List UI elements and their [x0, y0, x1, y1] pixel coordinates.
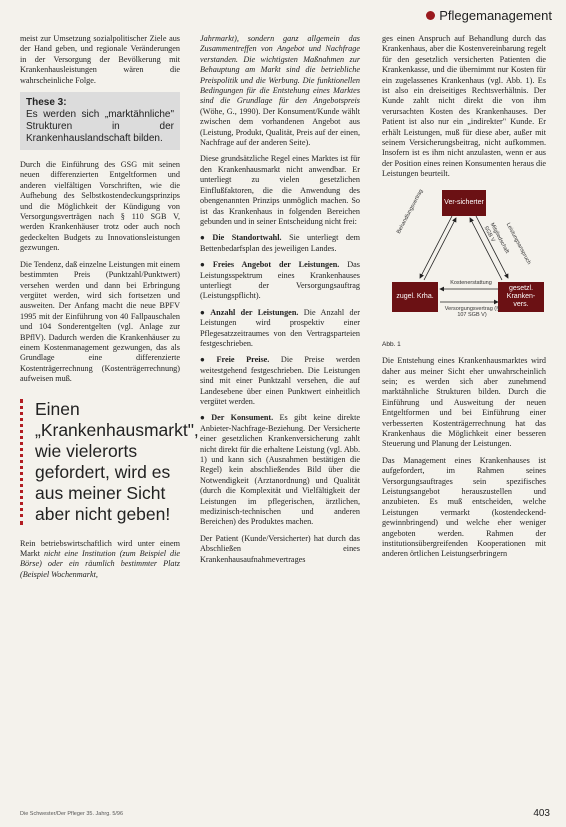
list-item [200, 355, 360, 407]
list-item-head: Freies Angebot der Leistungen. [212, 260, 340, 270]
diagram-label-supply-contract: Versorgungsvertrag (§ 107 SGB V) [444, 305, 500, 319]
relationship-diagram [382, 186, 546, 336]
bullet-icon: ● [200, 260, 211, 270]
bullet-icon: ● [200, 413, 210, 423]
column-1 [20, 34, 199, 586]
list-item-text: Es gibt keine direkte Anbieter-Nachfrage-Beziehung. Der Versicherte einer gesetzlichen Krankenversicherung zahlt nicht direkt für die erhaltene Leistung (vgl. Abb. 1) und kann sich (Ausnahmen bestätigen die Regel) kein abschließendes Bild über die Notwendigkeit (Arztanordnung) und Qualität (durch die Komplexität und Vielfältigkeit der Leistungen im pflegerischen, ärztlichen, medizinisch-technischen und anderen Bereichen) des Produktes machen. [200, 413, 361, 527]
list-item-text: Die Anzahl der Leistungen wird prospektiv einer Pflegesatzzeitraumes von den Vertragsparteien festgeschrieben. [200, 307, 360, 348]
list-item [200, 413, 360, 527]
bullet-icon: ● [200, 307, 209, 317]
paragraph: meist zur Umsetzung sozialpolitischer Ziele aus der Hand geben, und regionale Veränderungen in der Versorgung der Bevölkerung mit Krankenhausleistungen wären die wahrscheinliche Folge. [20, 34, 180, 85]
list-item-text: Sie unterliegt dem Bettenbedarfsplan des jeweiligen Landes. [200, 233, 361, 253]
paragraph: Die Tendenz, daß einzelne Leistungen mit einem bestimmten Preis (Punktzahl/Punktwert) versehen werden und dann bei Erbringung vergütet werden, wird sich fortsetzen und ausweiten. Der Anfang macht die neue BPFV 1995 mit der Einführung von 40 Fallpauschalen und 104 Sonderentgelten (vgl. Anlage zur BPflV). Dadurch werden die Krankenhäuser zu einem Kostenmanagement gezwungen, das als Grundlage eine differenzierte Kostenträgerrechnung (Kostenträgerrechnung) aufweisen muß. [20, 259, 181, 384]
paragraph-italic: nicht eine Institution (zum Beispiel die Börse) oder ein räumlich bestimmter Platz (Beispiel Wochenmarkt, [20, 548, 180, 579]
list-item-head: Freie Preise. [216, 355, 270, 365]
diagram-label-entitlement: Leistungsanspruch [504, 221, 532, 266]
list-item-head: Anzahl der Leistungen. [210, 307, 299, 317]
pull-quote: Einen „Krankenhausmarkt", wie vielerorts gefordert, wird es aus meiner Sicht aber nicht geben! [20, 399, 180, 525]
bullet-icon: ● [200, 355, 215, 365]
diagram-label-reimbursement: Kostenerstattung [450, 279, 492, 286]
paragraph [20, 539, 180, 581]
thesis-title: These 3: [26, 97, 67, 109]
figure-caption: Abb. 1 [382, 340, 401, 348]
bullet-icon: ● [200, 233, 211, 243]
paragraph-rest: (Wöhe, G., 1990). Der Konsument/Kunde wählt zwischen dem vorhandenen Angebot aus (Leistung, Produkt, Qualität, Preis auf der einen, Nachfrage auf der anderen Seite). [200, 106, 360, 148]
footer-source: Die Schwester/Der Pfleger 35. Jahrg. 5/96 [20, 811, 124, 817]
list-item [200, 308, 360, 350]
diagram-node-insured: Ver-sicherter [442, 190, 486, 216]
column-2 [200, 34, 360, 571]
diagram-node-insurer: gesetzl. Kranken-vers. [498, 282, 544, 312]
thesis-text: Es werden sich „marktähnliche" Strukturen in der Krankenhauslandschaft bilden. [26, 109, 174, 145]
thesis-box [20, 92, 180, 150]
list-item [200, 233, 360, 254]
paragraph: Durch die Einführung des GSG mit seinen neuen differenzierten Entgeltformen und anderen vielfältigen Vorschriften, wie die Aufhebung des Selbstkostendeckungsprinzips und die Möglichkeit der Kündigung von Versorgungsverträgen nach § 110 SGB V, werden Krankenhäuser trotz oder auch noch gedeckelten Budgets zu Innovationsleistungen gezwungen. [20, 160, 180, 253]
diagram-label-treatment-contract: Behandlungsvertrag [396, 188, 425, 235]
paragraph: Die Entstehung eines Krankenhausmarktes wird daher aus meiner Sicht eher unwahrscheinlich sein; es werden sich aber zunehmend marktähnliche Strukturen bilden. Durch die Einführung und Ausweitung der neuen Entgeltformen und bei Einführung einer verbesserten Kostenträgerrechnung hat das Krankenhaus die Möglichkeit einer besseren Steuerung und Planung der Leistungen. [382, 356, 546, 449]
page-header [426, 8, 552, 23]
paragraph: Diese grundsätzliche Regel eines Marktes ist für den Krankenhausmarkt nicht anwendbar. Er unterliegt zu vielen gesetzlichen Einflußfaktoren, die die Anwendung des obengenannten Prinzips unmöglich machen. So ist das Krankenhaus in folgenden Bereichen gebunden und in seiner Entscheidung nicht frei: [200, 154, 360, 226]
paragraph: Das Management eines Krankenhauses ist aufgefordert, im Rahmen seines Versorgungsauftrages sein spezifisches Leistungsangebot herauszustellen und anzubieten. Es muß entscheiden, welche Leistungen vermarkt (kostendeckend-gewinnbringend) und welche eher weniger angeboten werden. Rahmen der institutionsübergreifenden Kooperationen mit anderen örtlichen Leistungserbringern [382, 455, 546, 559]
list-item-text: Die Preise werden weitestgehend festgeschrieben. Die Leistungen sind mit einer Punktzahl versehen, die auf Landesebene über einen Punktwert einheitlich vergütet werden. [200, 355, 361, 406]
section-bullet-icon [426, 11, 435, 20]
paragraph: Der Patient (Kunde/Versicherter) hat durch das Abschließen eines Krankenhausaufnahmevertrages [200, 533, 360, 564]
diagram-node-hospital: zugel. Krha. [392, 282, 438, 312]
list-item-text: Das Leistungsspektrum eines Krankenhauses unterliegt der Versorgungsauftrag (Leistungspflicht). [200, 260, 360, 301]
list-item-head: Der Konsument. [211, 413, 274, 423]
section-title: Pflegemanagement [439, 8, 552, 23]
paragraph [200, 34, 360, 148]
page-number: 403 [533, 808, 550, 819]
column-3 [382, 34, 546, 566]
paragraph: ges einen Anspruch auf Behandlung durch das Krankenhaus, aber die Kostenvereinbarung regelt für den gesetzlich versicherten Patienten die Krankenkasse, und die übernimmt nur Kosten für ein zugelassenes Krankenhaus (vgl. Abb. 1). Es ist also ein dreiseitiges Rechtsverhältnis. Der Kunde zahlt nicht direkt die von ihm verursachten Kosten des Krankenhauses. Der Patient ist also nur ein „indirekter" Kunde. Er erhält Leistungen, muß für diese aber, außer mit seinem Versicherungsbeitrag, nicht aufkommen. Insofern ist es ihm nicht anzulasten, wenn er aus der Position eines reinen Konsumenten heraus die Leistungen beurteilt. [382, 34, 546, 179]
paragraph-start: Rein betriebswirtschaftlich wird unter einem Markt [20, 538, 180, 558]
list-item-head: Die Standortwahl. [212, 233, 282, 243]
list-item [200, 260, 360, 302]
paragraph-italic: Jahrmarkt), sondern ganz allgemein das Zusammentreffen von Angebot und Nachfrage verstanden. Die wichtigsten Maßnahmen zur Behauptung am Markt sind die betriebliche Preispolitik und die Werbung. Die funktionellen Bedingungen für die Entstehung eines Marktes sind die Grundlage für den Angebotspreis [200, 34, 360, 106]
diagram-label-membership: Mitgliedschaft SGB V [482, 221, 510, 255]
